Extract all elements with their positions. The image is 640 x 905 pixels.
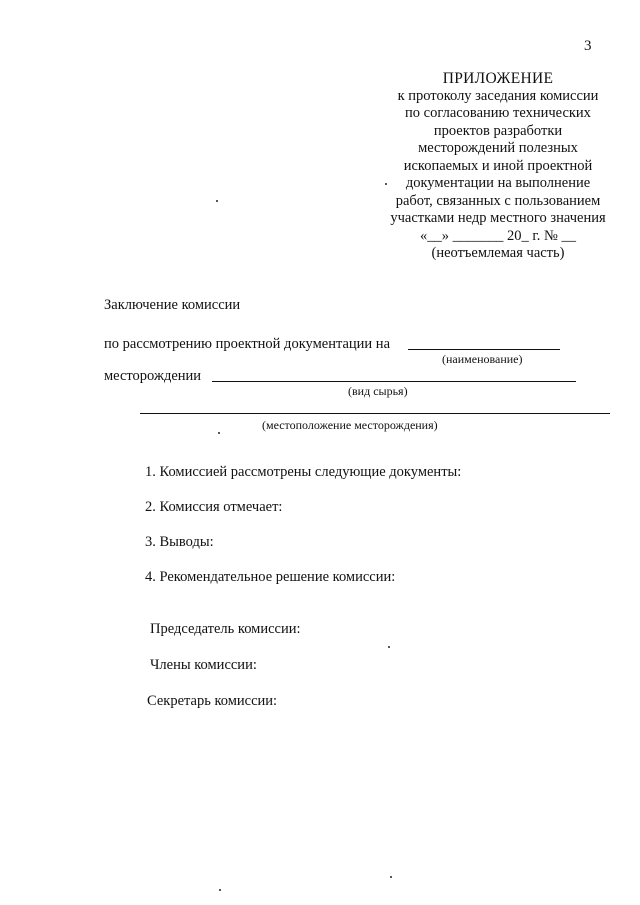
review-label: по рассмотрению проектной документации на (104, 336, 391, 352)
raw-material-field-line (212, 381, 576, 382)
appendix-line: проектов разработки (433, 122, 563, 139)
item-documents: 1. Комиссией рассмотрены следующие документы: (145, 464, 462, 480)
appendix-line: работ, связанных с пользованием (395, 192, 601, 209)
location-field-line (140, 413, 610, 414)
deposit-label: месторождении (104, 368, 202, 384)
chair-signature-label: Председатель комиссии: (150, 621, 301, 637)
appendix-line: документации на выполнение (405, 175, 591, 191)
scan-speck (390, 876, 392, 878)
secretary-signature-label: Секретарь комиссии: (147, 693, 278, 709)
item-conclusions: 3. Выводы: (145, 534, 214, 550)
conclusion-heading: Заключение комиссии (104, 297, 241, 313)
members-signature-label: Члены комиссии: (150, 657, 257, 673)
item-recommendation: 4. Рекомендательное решение комиссии: (145, 569, 396, 585)
scan-speck (219, 889, 221, 891)
appendix-note: (неотъемлемая часть) (431, 245, 565, 261)
appendix-date-line: «__» _______ 20_ г. № __ (420, 227, 576, 244)
raw-material-caption: (вид сырья) (348, 384, 408, 398)
page-number: 3 (584, 38, 592, 54)
name-caption: (наименование) (442, 352, 523, 366)
item-notes: 2. Комиссия отмечает: (145, 499, 283, 515)
name-field-line (408, 349, 560, 350)
location-caption: (местоположение месторождения) (262, 418, 438, 432)
scan-speck (216, 200, 218, 202)
appendix-line: месторождений полезных (418, 140, 578, 156)
scan-speck (385, 183, 387, 185)
appendix-line: участками недр местного значения (390, 210, 606, 226)
scan-speck (218, 432, 220, 434)
appendix-line: к протоколу заседания комиссии (397, 87, 599, 104)
appendix-line: ископаемых и иной проектной (403, 157, 593, 174)
appendix-block (372, 70, 624, 263)
appendix-title: ПРИЛОЖЕНИЕ (442, 70, 554, 87)
scan-speck (388, 646, 390, 648)
appendix-line: по согласованию технических (405, 105, 591, 121)
